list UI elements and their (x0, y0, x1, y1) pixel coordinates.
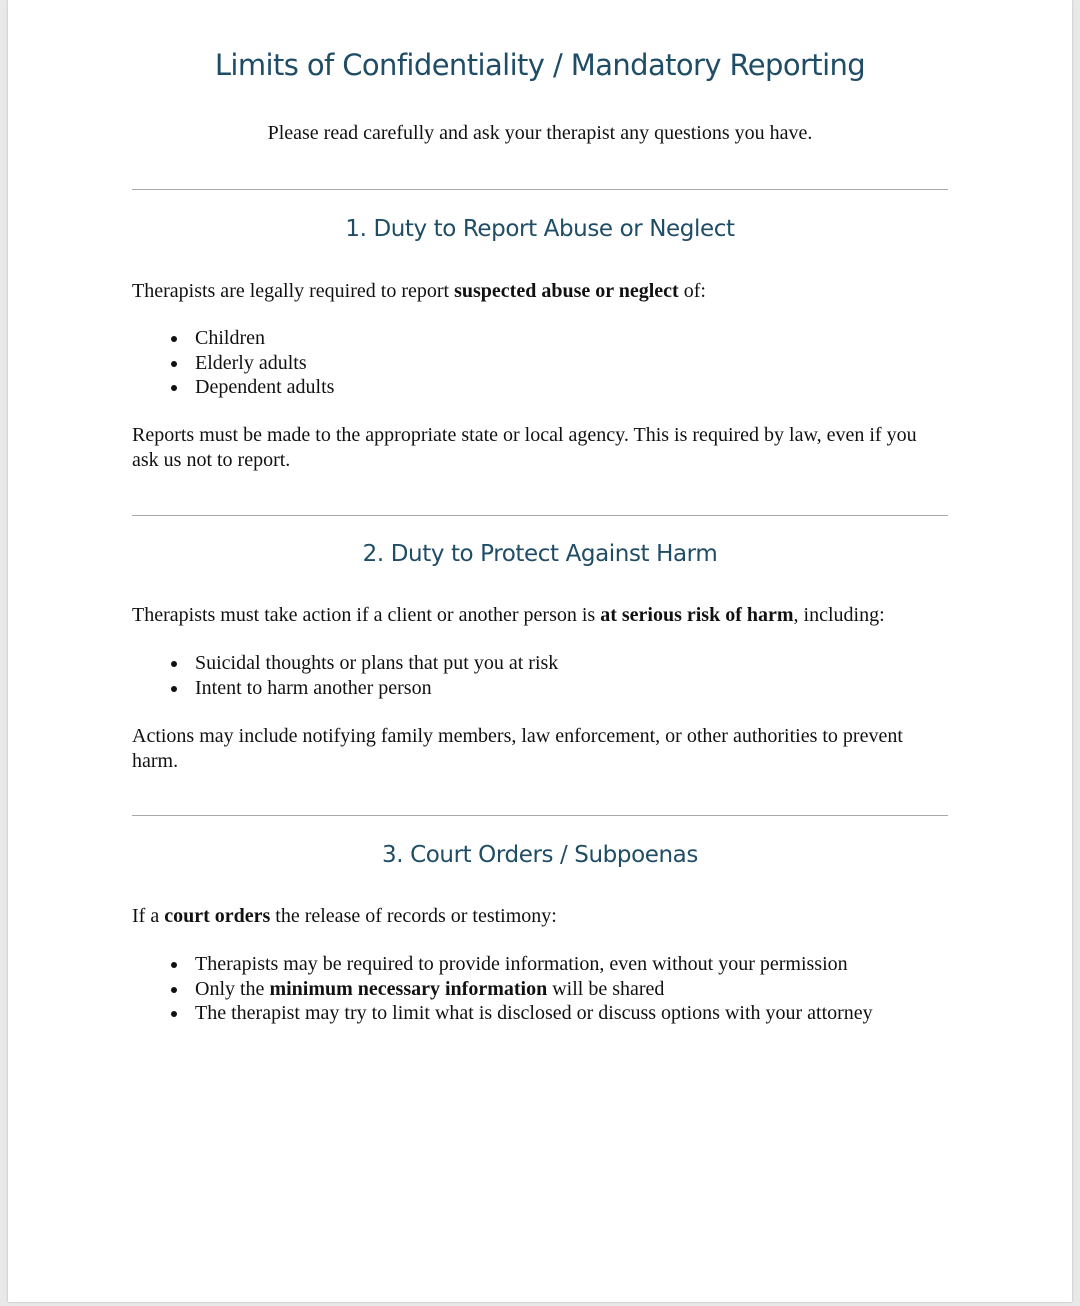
bullet-list (132, 952, 948, 1026)
bullet-list (132, 326, 948, 400)
bullet-icon (171, 385, 177, 391)
bullet-item (132, 977, 948, 1002)
bullet-icon (171, 361, 177, 367)
document-title: Limits of Confidentiality / Mandatory Reporting (214, 48, 866, 82)
bullet-item (132, 375, 948, 400)
intro-text: Please read carefully and ask your therapist any questions you have. (267, 122, 813, 144)
bullet-icon (171, 987, 177, 993)
bullet-item (132, 952, 948, 977)
bullet-text: Only the (195, 977, 270, 1000)
bullet-icon (171, 686, 177, 692)
bullet-list (132, 651, 948, 700)
lead-text: the release of records or testimony: (270, 905, 557, 927)
bullet-item (132, 351, 948, 376)
section-lead-paragraph (132, 904, 948, 929)
bullet-icon (171, 1011, 177, 1017)
lead-text: , including: (793, 604, 885, 626)
section-heading-court-orders: 3. Court Orders / Subpoenas (382, 842, 698, 868)
bullet-text: The therapist may try to limit what is disclosed or discuss options with your attorney (195, 1002, 873, 1024)
bullet-icon (171, 336, 177, 342)
section-divider (132, 515, 948, 516)
lead-text: Therapists must take action if a client or another person is (132, 604, 601, 626)
lead-bold-text: suspected abuse or neglect (454, 280, 679, 302)
bullet-bold-text: minimum necessary information (269, 977, 548, 1000)
section-heading-protect-harm: 2. Duty to Protect Against Harm (362, 541, 718, 567)
document-page (8, 0, 1072, 1302)
section-closing-paragraph: Reports must be made to the appropriate state or local agency. This is required by law, even if you ask us not to report. (132, 424, 917, 471)
section-closing-paragraph: Actions may include notifying family members, law enforcement, or other authorities to prevent harm. (132, 725, 903, 772)
lead-text: of: (678, 280, 706, 302)
bullet-text: Children (195, 327, 265, 349)
section-heading-report-abuse: 1. Duty to Report Abuse or Neglect (345, 216, 735, 242)
lead-bold-text: court orders (164, 905, 271, 927)
bullet-item (132, 326, 948, 351)
section-divider (132, 815, 948, 816)
bullet-text: Dependent adults (195, 376, 335, 398)
bullet-item (132, 676, 948, 701)
bullet-text: Elderly adults (195, 351, 307, 374)
section-divider (132, 189, 948, 190)
section-lead-paragraph (132, 279, 948, 304)
bullet-text: Intent to harm another person (195, 676, 432, 699)
bullet-text: Suicidal thoughts or plans that put you at risk (195, 652, 559, 674)
bullet-text: Therapists may be required to provide information, even without your permission (195, 953, 848, 975)
lead-bold-text: at serious risk of harm (600, 604, 794, 626)
bullet-icon (171, 962, 177, 968)
lead-text: If a (132, 905, 165, 927)
bullet-item (132, 1001, 948, 1026)
bullet-icon (171, 661, 177, 667)
section-lead-paragraph (132, 603, 948, 628)
lead-text: Therapists are legally required to report (132, 280, 455, 302)
bullet-item (132, 651, 948, 676)
bullet-text: will be shared (547, 977, 665, 1000)
